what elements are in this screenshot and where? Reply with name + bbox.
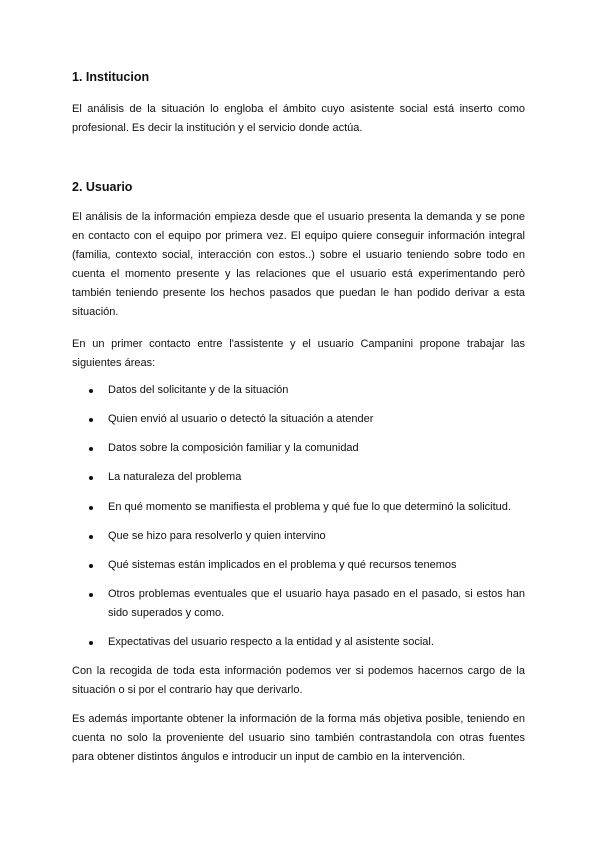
bullet-icon (89, 593, 93, 597)
list-item-text: Que se hizo para resolverlo y quien intervino (108, 530, 326, 542)
bullet-icon (89, 564, 93, 568)
list-item-text: Quien envió al usuario o detectó la situación a atender (108, 413, 374, 425)
bullet-icon (89, 641, 93, 645)
bullet-icon (89, 389, 93, 393)
bullet-icon (89, 418, 93, 422)
list-item (108, 439, 525, 458)
paragraph: En un primer contacto entre l'assistente y el usuario Campanini propone trabajar las siguientes áreas: (72, 338, 525, 369)
bullet-icon (89, 506, 93, 510)
list-item (108, 527, 525, 546)
list-item (108, 381, 525, 400)
bullet-icon (89, 535, 93, 539)
list-item (108, 633, 525, 652)
list-item-text: La naturaleza del problema (108, 471, 242, 483)
list-item (108, 556, 525, 575)
list-item (108, 498, 525, 517)
paragraph: Con la recogida de toda esta información podemos ver si podemos hacernos cargo de la situación o si por el contrario hay que derivarlo. (72, 665, 525, 696)
list-item-text: Expectativas del usuario respecto a la entidad y al asistente social. (108, 636, 434, 648)
paragraph: El análisis de la información empieza desde que el usuario presenta la demanda y se pone en contacto con el equipo por primera vez. El equipo quiere conseguir información integral (familia, contexto social, interacción con estos..) sobre el usuario teniendo sobre todo en cuenta el momento presente y las relaciones que el usuario está experimentando però también teniendo presente los hechos pasados que puedan le han podido derivar a esta situación. (72, 211, 525, 318)
bullet-icon (89, 476, 93, 480)
paragraph: El análisis de la situación lo engloba el ámbito cuyo asistente social está inserto como profesional. Es decir la institución y el servicio donde actúa. (72, 103, 525, 134)
paragraph: Es además importante obtener la información de la forma más objetiva posible, teniendo en cuenta no solo la proveniente del usuario sino también contrastandola con otras fuentes para obtener distintos ángulos e introducir un input de cambio en la intervención. (72, 713, 525, 763)
list-item-text: Datos del solicitante y de la situación (108, 384, 289, 396)
section-heading-institucion: 1. Institucion (72, 70, 150, 84)
list-item-text: Qué sistemas están implicados en el problema y qué recursos tenemos (108, 559, 457, 571)
list-item (108, 585, 525, 623)
bullet-icon (89, 447, 93, 451)
list-item-text: Otros problemas eventuales que el usuario haya pasado en el pasado, si estos han sido superados y como. (108, 588, 525, 619)
list-item (108, 410, 525, 429)
list-item (108, 468, 525, 487)
section-heading-usuario: 2. Usuario (72, 180, 133, 194)
list-item-text: Datos sobre la composición familiar y la comunidad (108, 442, 359, 454)
list-item-text: En qué momento se manifiesta el problema y qué fue lo que determinó la solicitud. (108, 501, 511, 513)
